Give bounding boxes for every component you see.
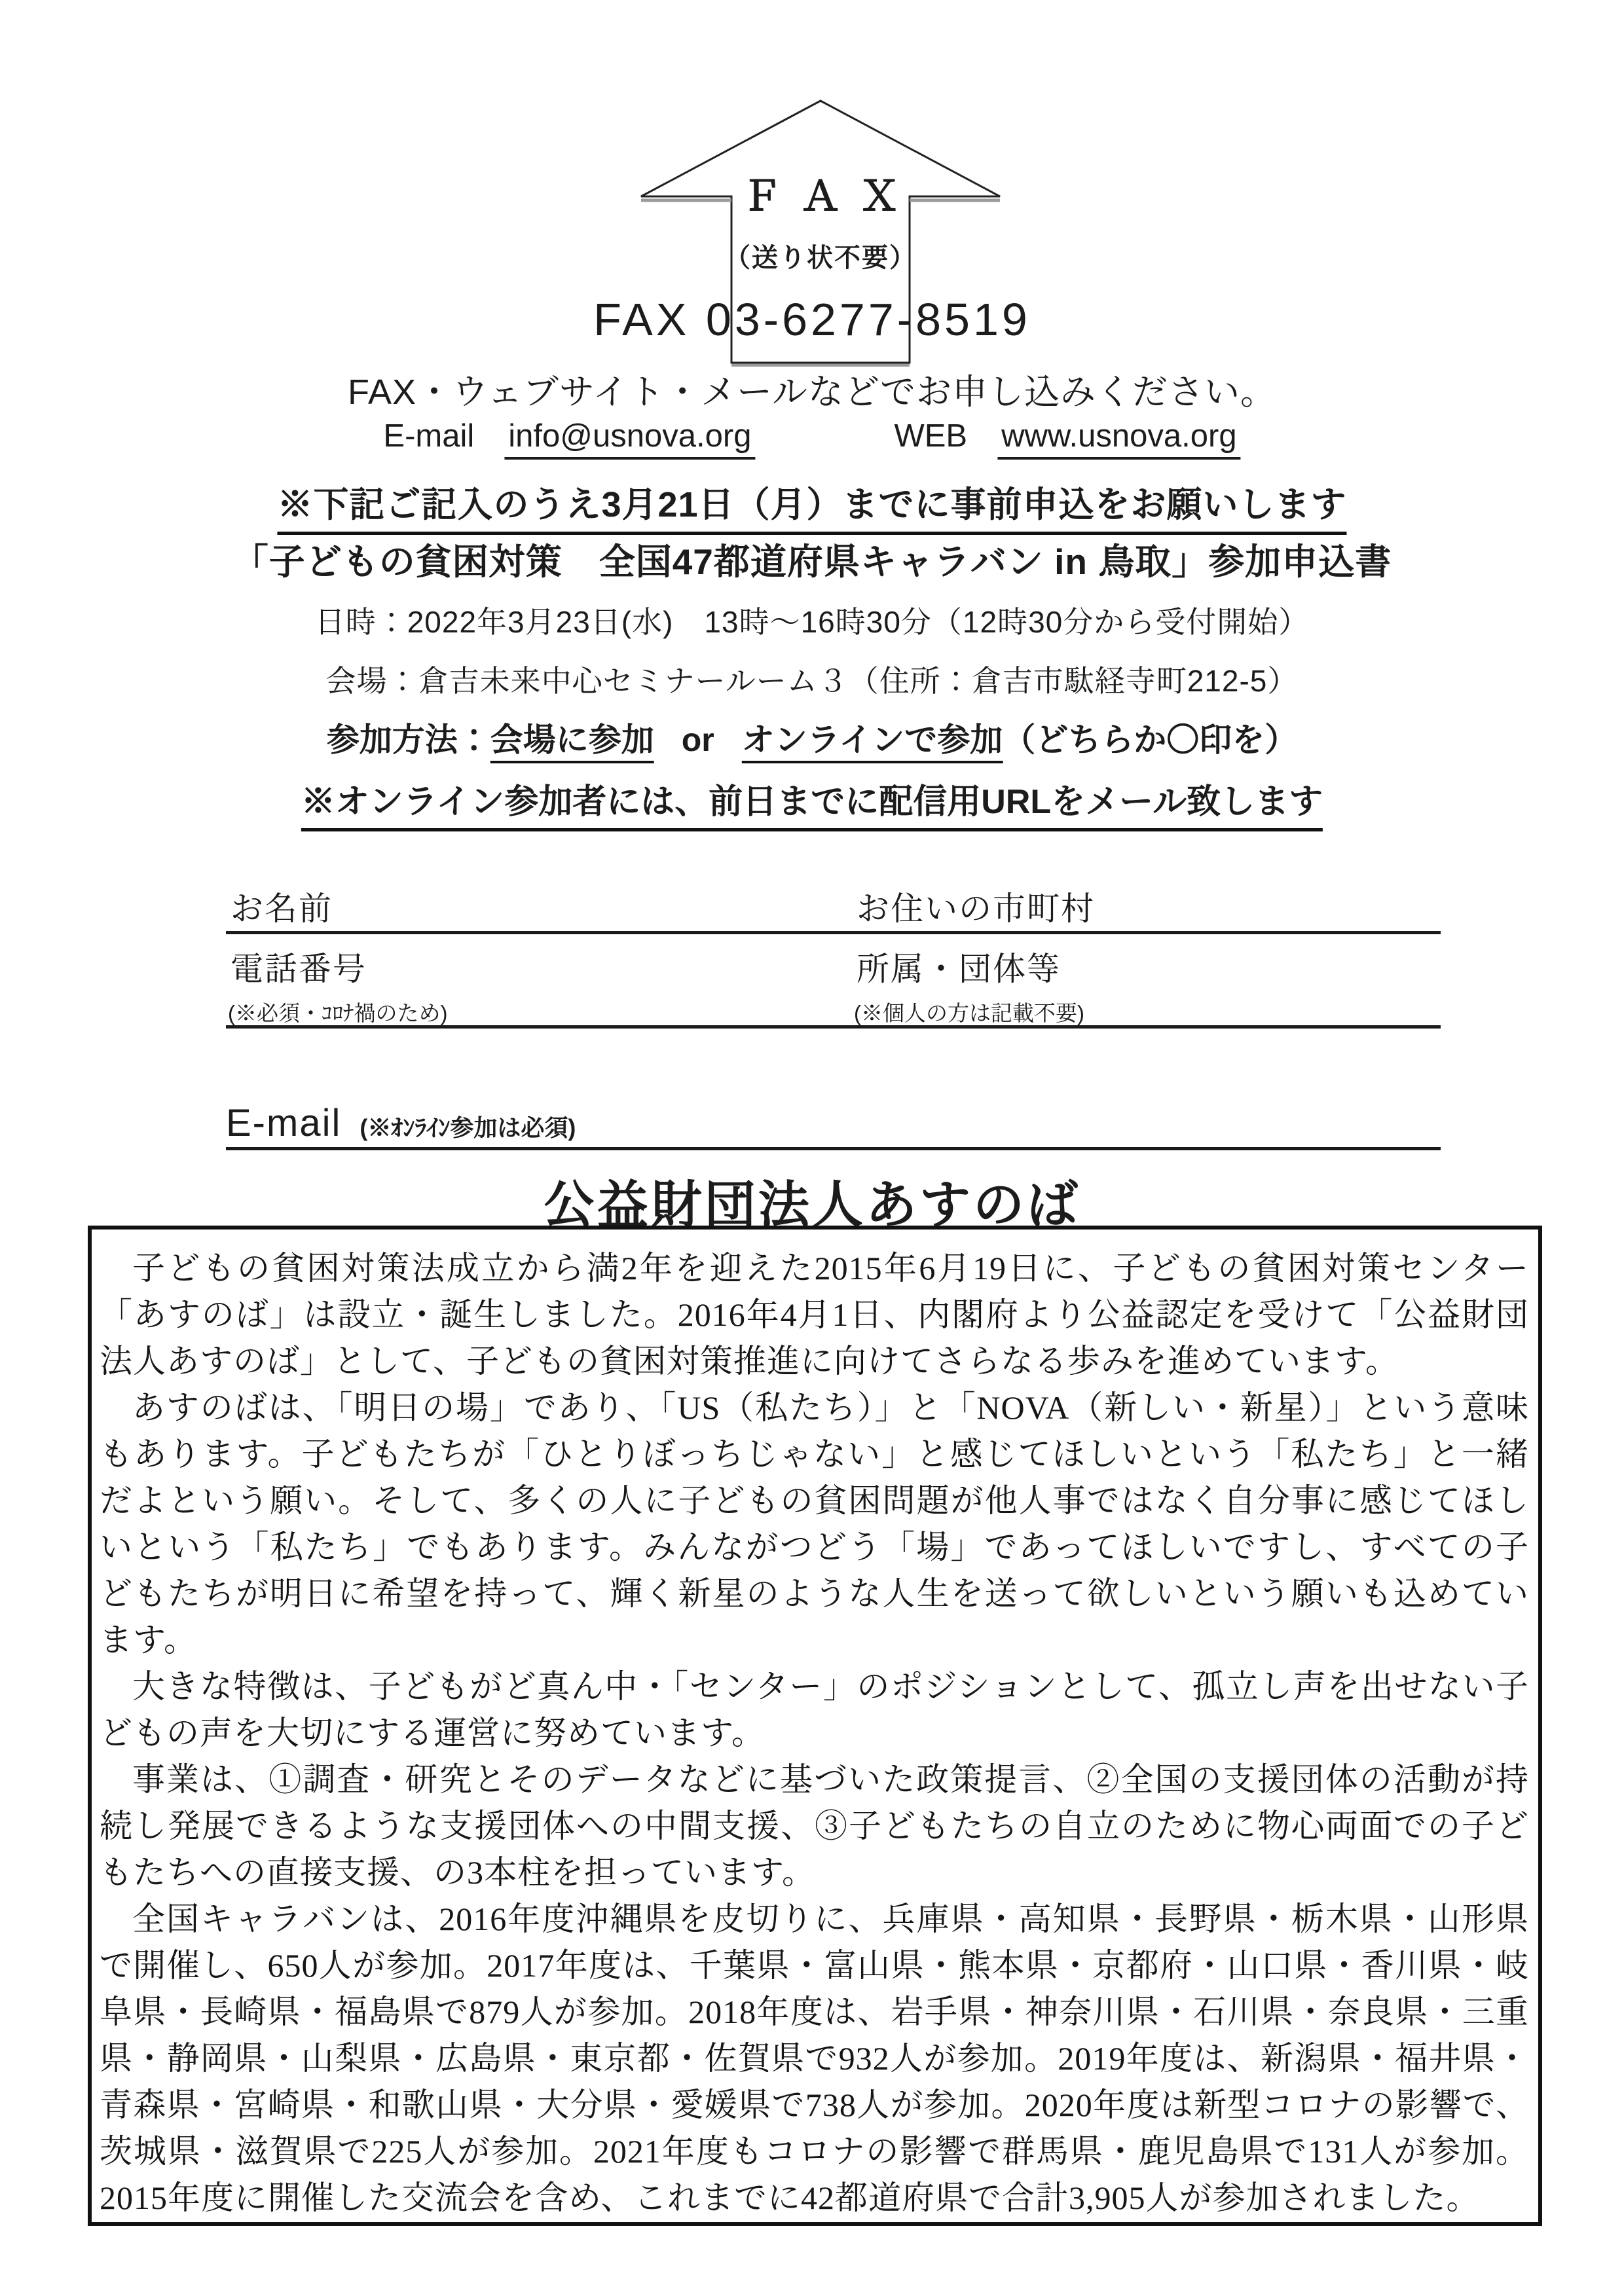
fax-number: FAX 03-6277-8519 [593,294,1031,345]
fax-arrow-subtitle: （送り状不要） [724,244,917,272]
name-field-label: お名前 [231,890,333,927]
email-field-label: E-mail [226,1102,342,1144]
email-fill-line [226,1147,1441,1150]
organization-description-box [88,1226,1542,2226]
web-label: WEB [894,418,968,454]
about-paragraph: 子どもの貧困対策法成立から満2年を迎えた2015年6月19日に、子どもの貧困対策センター「あすのば」は設立・誕生しました。2016年4月1日、内閣府より公益認定を受けて「公益財団法人あすのば」として、子どもの貧困対策推進に向けてさらなる歩みを進めています。 [100,1250,1529,1379]
name-city-fill-line [226,931,1441,934]
venue-line: 会場：倉吉未来中心セミナールーム３（住所：倉吉市駄経寺町212-5） [325,664,1299,698]
email-field-note: (※ｵﾝﾗｲﾝ参加は必須) [360,1114,576,1141]
participation-prefix: 参加方法： [326,721,490,758]
about-paragraph: 大きな特徴は、子どもがど真ん中・「センター」のポジションとして、孤立し声を出せない子どもの声を大切にする運営に努めています。 [100,1668,1529,1751]
online-participant-note: ※オンライン参加者には、前日までに配信用URLをメール致します [301,774,1323,831]
about-paragraph: 全国キャラバンは、2016年度沖縄県を皮切りに、兵庫県・高知県・長野県・栃木県・山形県で開催し、650人が参加。2017年度は、千葉県・富山県・熊本県・京都府・山口県・香川県・岐阜県・長崎県・福島県で879人が参加。2018年度は、岩手県・神奈川県・石川県・奈良県・三重県・静岡県・山梨県・広島県・東京都・佐賀県で932人が参加。2019年度は、新潟県・福井県・青森県・宮崎県・和歌山県・大分県・愛媛県で738人が参加。2020年度は新型コロナの影響で、茨城県・滋賀県で225人が参加。2021年度もコロナの影響で群馬県・鹿児島県で131人が参加。2015年度に開催した交流会を含め、これまでに42都道府県で合計3,905人が参加されました。 [100,1901,1529,2216]
phone-field-note: (※必須・ｺﾛﾅ禍のため) [228,1001,448,1025]
deadline-note: ※下記ご記入のうえ3月21日（月）までに事前申込をお願いします [277,477,1346,535]
email-label: E-mail [383,418,475,454]
web-address: www.usnova.org [997,418,1241,460]
phone-org-fill-line [226,1025,1441,1029]
form-title: 「子どもの貧困対策 全国47都道府県キャラバン in 鳥取」参加申込書 [232,541,1392,582]
participation-suffix: （どちらか〇印を） [1003,721,1298,758]
participation-option-venue: 会場に参加 [490,721,654,763]
email-field-row [226,1101,576,1145]
organization-heading: 公益財団法人あすのば [543,1176,1081,1233]
apply-instruction: FAX・ウェブサイト・メールなどでお申し込みください。 [347,373,1277,412]
email-address: info@usnova.org [504,418,755,460]
participation-line [327,714,1298,761]
participation-connector: or [681,721,714,758]
participation-option-online: オンラインで参加 [742,721,1003,763]
city-field-label: お住いの市町村 [857,890,1095,927]
about-paragraph: 事業は、①調査・研究とそのデータなどに基づいた政策提言、②全国の支援団体の活動が持続し発展できるような支援団体への中間支援、③子どもたちの自立のために物心両面での子どもたちへの直接支援、の3本柱を担っています。 [100,1761,1529,1891]
organization-field-note: (※個人の方は記載不要) [854,1001,1084,1025]
contact-line [383,418,1240,460]
datetime-line: 日時：2022年3月23日(水) 13時～16時30分（12時30分から受付開始） [314,605,1310,639]
phone-field-label: 電話番号 [231,951,367,987]
organization-field-label: 所属・団体等 [857,951,1061,987]
about-paragraph: あすのばは、「明日の場」であり、「US（私たち）」と「NOVA（新しい・新星）」という意味もあります。子どもたちが「ひとりぼっちじゃない」と感じてほしいという「私たち」と一緒だよという願い。そして、多くの人に子どもの貧困問題が他人事ではなく自分事に感じてほしいという「私たち」でもあります。みんながつどう「場」であってほしいですし、すべての子どもたちが明日に希望を持って、輝く新星のような人生を送って欲しいという願いも込めています。 [100,1389,1529,1658]
fax-arrow-label: ＦＡＸ [741,174,918,219]
